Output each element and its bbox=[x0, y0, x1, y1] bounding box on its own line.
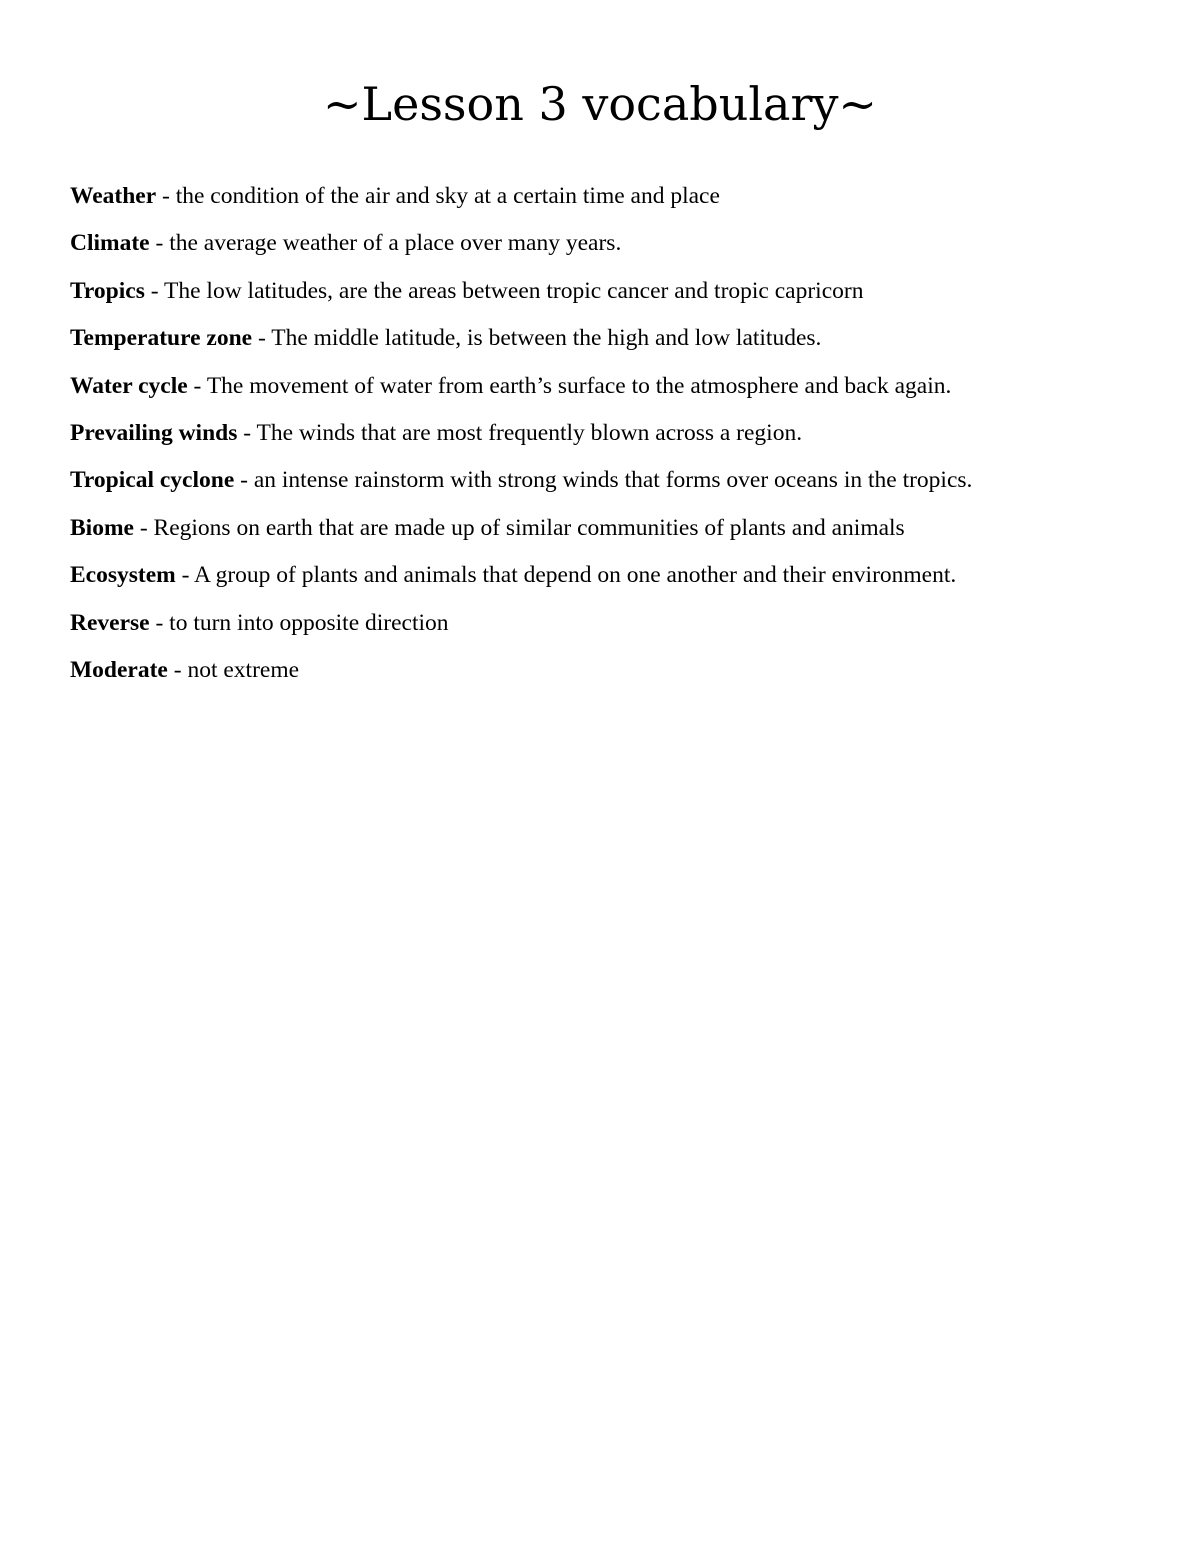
vocab-term: Climate bbox=[70, 230, 150, 257]
vocab-term: Temperature zone bbox=[70, 325, 253, 352]
vocab-term: Moderate bbox=[70, 656, 168, 683]
vocab-term: Weather bbox=[70, 183, 157, 209]
vocab-entry-water-cycle bbox=[70, 370, 1180, 417]
vocab-definition: - The winds that are most frequently blown across a region. bbox=[237, 419, 803, 446]
vocab-entry-climate bbox=[70, 227, 1180, 274]
vocab-entry-weather bbox=[70, 180, 1180, 227]
vocab-definition: - an intense rainstorm with strong winds that forms over oceans in the tropics. bbox=[234, 467, 973, 494]
vocab-entry-temperature-zone bbox=[70, 322, 1180, 369]
vocab-entry-tropics bbox=[70, 275, 1180, 322]
vocab-term: Water cycle bbox=[70, 372, 188, 399]
vocab-term: Prevailing winds bbox=[70, 419, 238, 446]
vocab-entry-moderate bbox=[70, 654, 1180, 701]
vocab-definition: - The movement of water from earth’s surface to the atmosphere and back again. bbox=[187, 372, 952, 399]
vocab-term: Biome bbox=[70, 514, 134, 541]
vocab-term: Tropical cyclone bbox=[70, 467, 235, 494]
vocab-term: Ecosystem bbox=[70, 562, 176, 589]
vocab-definition: - the average weather of a place over many years. bbox=[149, 230, 622, 257]
vocabulary-list bbox=[70, 180, 1180, 701]
page-title: ~Lesson 3 vocabulary~ bbox=[323, 77, 877, 131]
vocab-entry-reverse bbox=[70, 607, 1180, 654]
vocab-definition: - A group of plants and animals that depend on one another and their environment. bbox=[175, 562, 957, 589]
vocab-entry-ecosystem bbox=[70, 559, 1180, 606]
vocab-entry-tropical-cyclone bbox=[70, 464, 1180, 511]
vocab-definition: - to turn into opposite direction bbox=[149, 609, 449, 636]
vocab-entry-biome bbox=[70, 512, 1180, 559]
vocab-term: Tropics bbox=[70, 277, 145, 304]
vocab-definition: - the condition of the air and sky at a certain time and place bbox=[156, 183, 720, 209]
vocab-term: Reverse bbox=[70, 609, 150, 636]
vocab-definition: - Regions on earth that are made up of similar communities of plants and animals bbox=[133, 514, 905, 541]
vocab-definition: - The low latitudes, are the areas between tropic cancer and tropic capricorn bbox=[144, 277, 864, 304]
vocab-entry-prevailing-winds bbox=[70, 417, 1180, 464]
vocab-definition: - The middle latitude, is between the high and low latitudes. bbox=[252, 325, 822, 352]
vocab-definition: - not extreme bbox=[167, 656, 300, 683]
